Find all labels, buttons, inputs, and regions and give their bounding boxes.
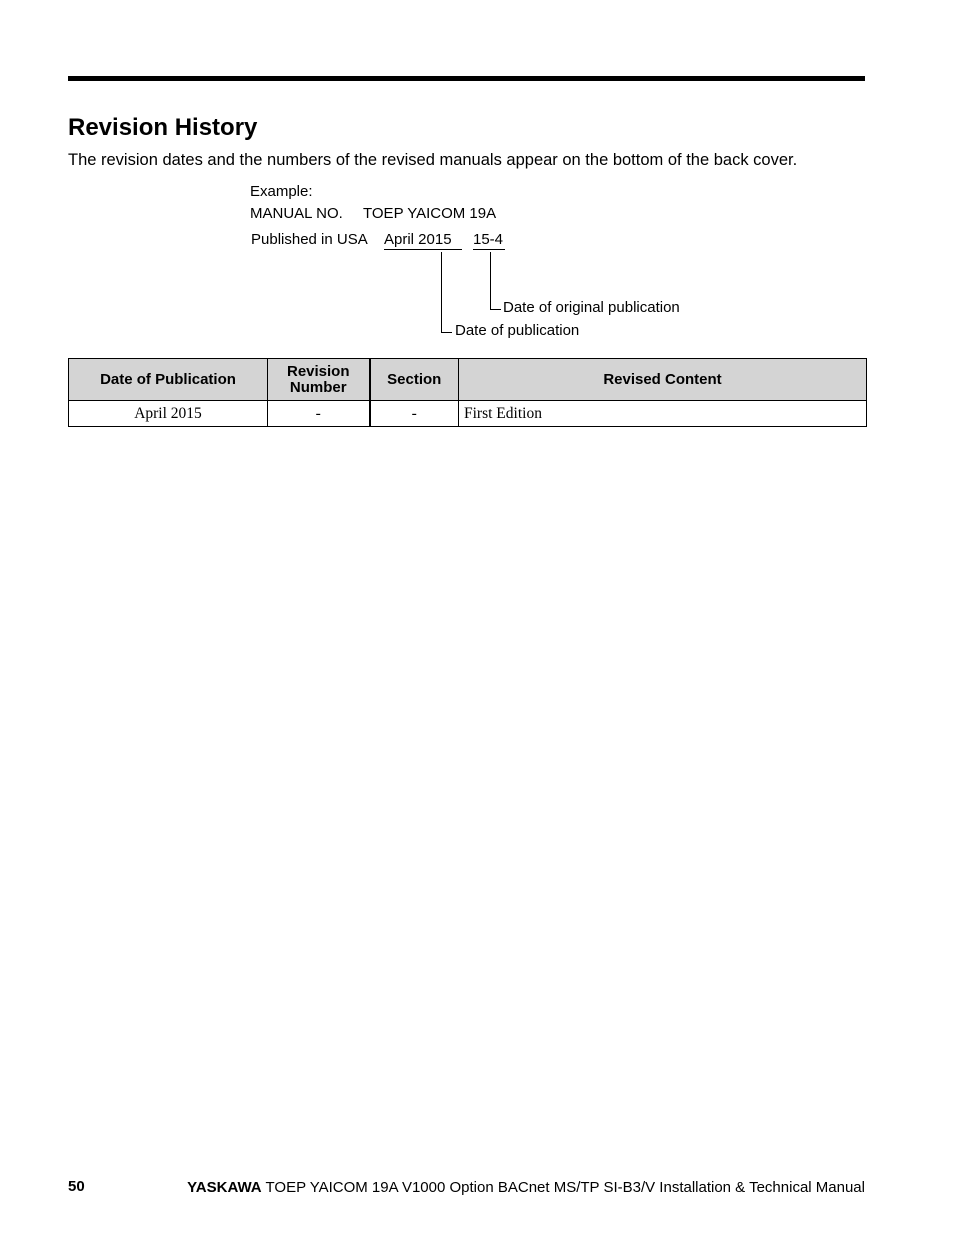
page-title: Revision History	[68, 114, 258, 141]
footer-text: TOEP YAICOM 19A V1000 Option BACnet MS/TP SI-B3/V Installation & Technical Manual	[261, 1179, 865, 1196]
top-rule	[68, 76, 865, 81]
publication-label: Date of publication	[455, 322, 580, 339]
example-label: Example:	[250, 183, 313, 200]
table-header-row	[69, 359, 867, 401]
header-revision: Revision Number	[268, 359, 370, 401]
cell-date: April 2015	[69, 401, 268, 427]
revision-table	[68, 358, 867, 427]
header-content: Revised Content	[459, 359, 867, 401]
table-row	[69, 401, 867, 427]
cell-content: First Edition	[459, 401, 867, 427]
footer-title	[187, 1179, 865, 1196]
header-section: Section	[370, 359, 459, 401]
manual-no-value: TOEP YAICOM 19A	[363, 205, 497, 222]
original-publication-label: Date of original publication	[503, 299, 680, 316]
footer-brand: YASKAWA	[187, 1179, 262, 1196]
publication-leader-line	[441, 252, 452, 333]
cell-section: -	[370, 401, 459, 427]
page-number: 50	[68, 1178, 85, 1195]
example-revision: 15-4	[473, 231, 504, 248]
manual-no-label: MANUAL NO.	[250, 205, 343, 222]
published-label: Published in USA	[251, 231, 368, 248]
example-date: April 2015	[384, 231, 462, 250]
intro-text: The revision dates and the numbers of the revised manuals appear on the bottom of the back cover.	[68, 151, 798, 169]
header-date: Date of Publication	[69, 359, 268, 401]
cell-revision: -	[268, 401, 370, 427]
original-publication-leader-line	[490, 252, 501, 310]
